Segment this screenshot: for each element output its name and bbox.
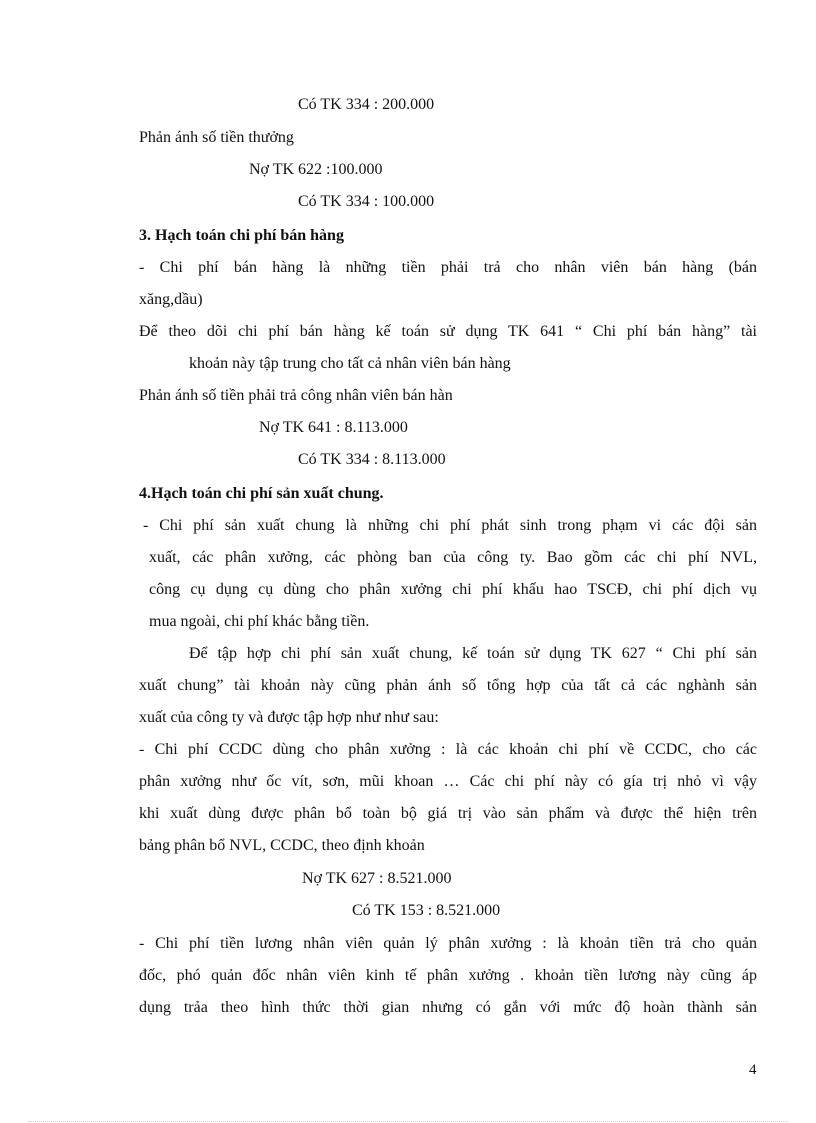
paragraph-line: - Chi phí sản xuất chung là những chi phí phát sinh trong phạm vi các đội sản: [143, 517, 757, 534]
entry-credit-153: Có TK 153 : 8.521.000: [352, 902, 501, 919]
paragraph-line: - Chi phí CCDC dùng cho phân xưởng : là các khoản chi phí về CCDC, cho các: [139, 741, 757, 758]
footer-divider: [28, 1121, 788, 1122]
paragraph-line: - Chi phí tiền lương nhân viên quản lý phân xưởng : là khoản tiền trả cho quản: [139, 935, 757, 952]
paragraph-line: dụng trảa theo hình thức thời gian nhưng có gắn với mức độ hoàn thành sản: [139, 999, 757, 1016]
paragraph-line: khi xuất dùng được phân bổ toàn bộ giá trị vào sản phẩm và được thể hiện trên: [139, 805, 757, 822]
paragraph-line: công cụ dụng cụ dùng cho phân xưởng chi phí khấu hao TSCĐ, chi phí dịch vụ: [149, 581, 757, 598]
entry-debit-622: Nợ TK 622 :100.000: [249, 161, 383, 178]
paragraph-line: xuất chung” tài khoản này cũng phản ánh số tổng hợp của tất cả các nghành sản: [139, 677, 757, 694]
entry-debit-627: Nợ TK 627 : 8.521.000: [302, 870, 452, 887]
entry-debit-641: Nợ TK 641 : 8.113.000: [259, 419, 408, 436]
page-number: 4: [749, 1062, 757, 1078]
paragraph-line: xuất, các phân xưởng, các phòng ban của công ty. Bao gồm các chi phí NVL,: [149, 549, 757, 566]
entry-credit-334-200000: Có TK 334 : 200.000: [298, 96, 435, 113]
text-reflect-bonus: Phản ánh số tiền thưởng: [139, 129, 294, 146]
text-reflect-salary: Phản ánh số tiền phải trả công nhân viên bán hàn: [139, 387, 453, 404]
paragraph-line: bảng phân bổ NVL, CCDC, theo định khoản: [139, 837, 425, 854]
entry-credit-334-8113000: Có TK 334 : 8.113.000: [298, 451, 446, 468]
paragraph-line: - Chi phí bán hàng là những tiền phải trả cho nhân viên bán hàng (bán: [139, 259, 757, 276]
entry-credit-334-100000: Có TK 334 : 100.000: [298, 193, 435, 210]
paragraph-line: Để tập hợp chi phí sản xuất chung, kế toán sử dụng TK 627 “ Chi phí sản: [189, 645, 757, 662]
paragraph-line: đốc, phó quản đốc nhân viên kinh tế phân xưởng . khoản tiền lương này cũng áp: [139, 967, 757, 984]
heading-selling-expenses: 3. Hạch toán chi phí bán hàng: [139, 227, 344, 244]
paragraph-line: phân xưởng như ốc vít, sơn, mũi khoan … Các chi phí này có gía trị nhỏ vì vậy: [139, 773, 757, 790]
paragraph-line: Để theo dõi chi phí bán hàng kế toán sử dụng TK 641 “ Chi phí bán hàng” tài: [139, 323, 757, 340]
heading-general-production: 4.Hạch toán chi phí sản xuất chung.: [139, 485, 384, 502]
paragraph-line: xăng,dầu): [139, 291, 203, 308]
paragraph-line: khoản này tập trung cho tất cả nhân viên bán hàng: [189, 355, 511, 372]
paragraph-line: mua ngoài, chi phí khác bằng tiền.: [149, 613, 370, 630]
paragraph-line: xuất của công ty và được tập hợp như như sau:: [139, 709, 439, 726]
